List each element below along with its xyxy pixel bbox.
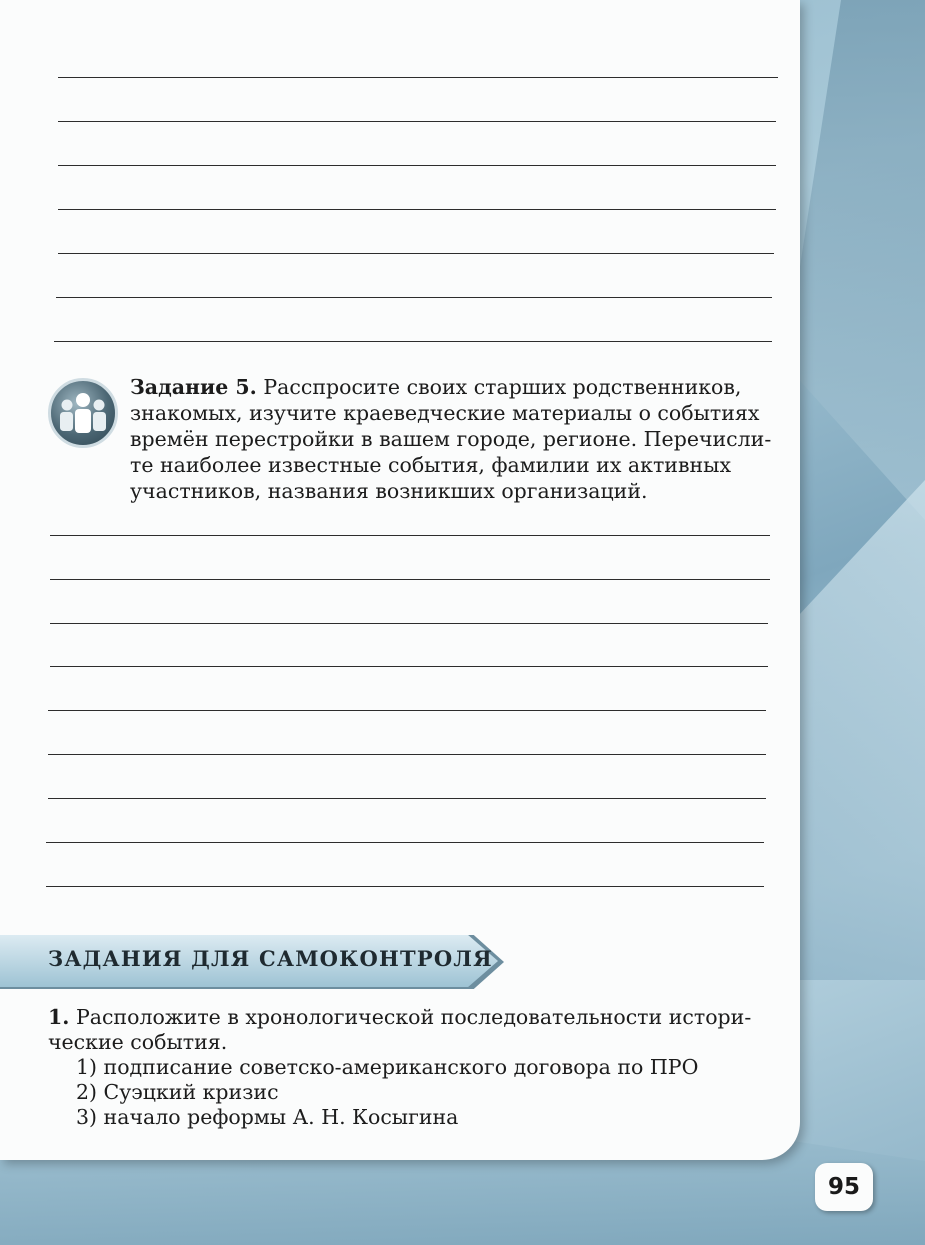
question-text: ческие события.	[48, 1030, 228, 1054]
question-number: 1.	[48, 1005, 70, 1029]
task-5-line: те наиболее известные события, фамилии их активных	[130, 453, 732, 477]
question-option: 1) подписание советско-американского договора по ПРО	[76, 1055, 699, 1079]
answer-line[interactable]	[50, 535, 770, 536]
answer-line[interactable]	[46, 842, 764, 843]
question-option: 2) Суэцкий кризис	[76, 1080, 279, 1104]
task-5-line: знакомых, изучите краеведческие материалы о событиях	[130, 401, 760, 425]
group-work-icon	[48, 378, 118, 448]
answer-line[interactable]	[58, 165, 776, 166]
question-text: Расположите в хронологической последовательности истори-	[75, 1005, 752, 1029]
answer-line[interactable]	[50, 623, 768, 624]
task-5-line: времён перестройки в вашем городе, регионе. Перечисли-	[130, 427, 772, 451]
page-number: 95	[815, 1163, 873, 1211]
answer-line[interactable]	[48, 710, 766, 711]
task-5-label: Задание 5.	[130, 375, 257, 399]
answer-line[interactable]	[48, 754, 766, 755]
answer-line[interactable]	[54, 341, 772, 342]
answer-line[interactable]	[58, 209, 776, 210]
section-title: ЗАДАНИЯ ДЛЯ САМОКОНТРОЛЯ	[48, 946, 493, 971]
background-facet	[785, 0, 925, 520]
task-5-text	[130, 374, 775, 504]
question-1	[48, 1005, 768, 1130]
answer-line[interactable]	[58, 77, 778, 78]
answer-line[interactable]	[56, 297, 772, 298]
answer-line[interactable]	[46, 886, 764, 887]
answer-line[interactable]	[58, 253, 774, 254]
answer-line[interactable]	[48, 798, 766, 799]
task-5-line: Расспросите своих старших родственников,	[263, 375, 742, 399]
answer-line[interactable]	[50, 666, 768, 667]
question-option: 3) начало реформы А. Н. Косыгина	[76, 1105, 459, 1129]
answer-line[interactable]	[50, 579, 770, 580]
answer-line[interactable]	[58, 121, 776, 122]
task-5-line: участников, названия возникших организаций.	[130, 479, 648, 503]
